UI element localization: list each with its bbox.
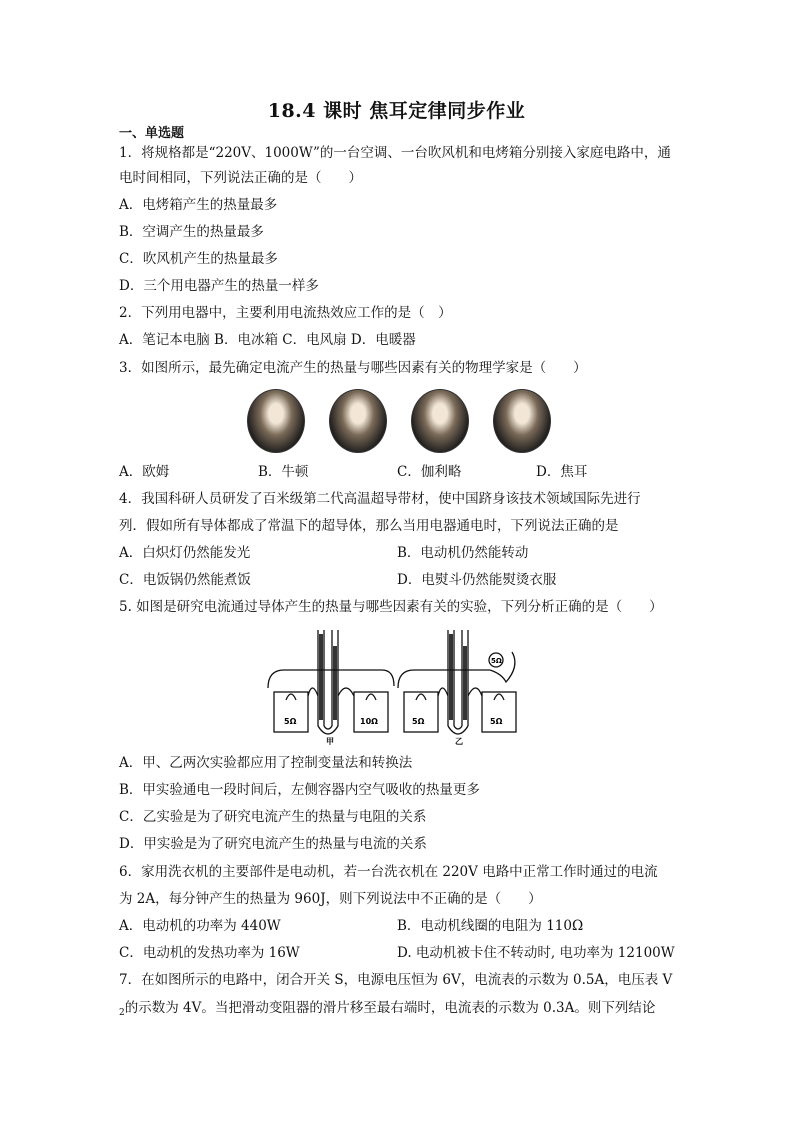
question-7-text: 7．在如图所示的电路中，闭合开关 S，电源电压恒为 6V，电流表的示数为 0.5A，电压表 V <box>119 972 673 988</box>
right-figure-label: 乙 <box>455 737 463 746</box>
question-3-text: 3．如图所示，最先确定电流产生的热量与哪些因素有关的物理学家是（ ） <box>119 360 587 376</box>
question-3-option-c: C．伽利略 <box>397 464 462 480</box>
question-1-option-d: D．三个用电器产生的热量一样多 <box>119 278 319 294</box>
question-4-option-a: A．白炽灯仍然能发光 <box>119 545 251 561</box>
question-4-text-cont: 列．假如所有导体都成了常温下的超导体，那么当用电器通电时，下列说法正确的是 <box>119 518 619 534</box>
question-1-text: 1．将规格都是“220V、1000W”的一台空调、一台吹风机和电烤箱分别接入家庭电路中，通 <box>119 145 671 161</box>
left-figure-label: 甲 <box>326 737 334 746</box>
question-5-option-c: C．乙实验是为了研究电流产生的热量与电阻的关系 <box>119 809 427 825</box>
question-6-option-b: B．电动机线圈的电阻为 110Ω <box>397 918 584 934</box>
page-title: 18.4 课时 焦耳定律同步作业 <box>267 100 526 122</box>
portrait-newton <box>329 389 387 453</box>
voltmeter-subscript: 2 <box>119 1008 125 1018</box>
external-resistor-label: 5Ω <box>491 657 502 665</box>
section-heading: 一、单选题 <box>119 126 185 141</box>
right-resistor-2-label: 5Ω <box>490 717 503 726</box>
question-1-text-cont: 电时间相同，下列说法正确的是（ ） <box>119 170 362 186</box>
question-4-option-c: C．电饭锅仍然能煮饭 <box>119 572 251 588</box>
question-1-option-b: B．空调产生的热量最多 <box>119 224 264 240</box>
question-3-option-a: A．欧姆 <box>119 464 170 480</box>
question-5-text: 5. 如图是研究电流通过导体产生的热量与哪些因素有关的实验，下列分析正确的是（ ） <box>119 599 663 615</box>
question-5-option-a: A．甲、乙两次实验都应用了控制变量法和转换法 <box>119 755 413 771</box>
question-6-text-cont: 为 2A，每分钟产生的热量为 960J，则下列说法中不正确的是（ ） <box>119 891 542 907</box>
question-1-option-c: C．吹风机产生的热量最多 <box>119 251 278 267</box>
question-1-option-a: A．电烤箱产生的热量最多 <box>119 197 278 213</box>
question-2-options: A．笔记本电脑 B．电冰箱 C．电风扇 D．电暖器 <box>119 332 416 348</box>
left-resistor-1-label: 5Ω <box>284 717 297 726</box>
question-6-text: 6．家用洗衣机的主要部件是电动机，若一台洗衣机在 220V 电路中正常工作时通过的电流 <box>119 864 658 880</box>
left-resistor-2-label: 10Ω <box>360 717 378 726</box>
portrait-ohm <box>247 389 305 453</box>
joule-experiment-figure <box>262 626 530 746</box>
question-7-text-cont-body: 的示数为 4V。当把滑动变阻器的滑片移至最右端时，电流表的示数为 0.3A。则下列结论 <box>124 1000 656 1016</box>
question-6-option-a: A．电动机的功率为 440W <box>119 918 281 934</box>
question-4-option-d: D．电熨斗仍然能熨烫衣服 <box>397 572 557 588</box>
portrait-galileo <box>411 389 469 453</box>
question-7-text-cont <box>119 998 655 1023</box>
question-5-option-b: B．甲实验通电一段时间后，左侧容器内空气吸收的热量更多 <box>119 782 480 798</box>
question-3-option-d: D．焦耳 <box>536 464 588 480</box>
right-resistor-1-label: 5Ω <box>412 717 425 726</box>
question-6-option-d: D. 电动机被卡住不转动时, 电功率为 12100W <box>397 945 675 961</box>
portrait-joule <box>493 389 551 453</box>
question-6-option-c: C．电动机的发热功率为 16W <box>119 945 300 961</box>
question-5-option-d: D．甲实验是为了研究电流产生的热量与电流的关系 <box>119 836 427 852</box>
question-3-option-b: B．牛顿 <box>258 464 309 480</box>
question-2-text: 2．下列用电器中，主要利用电流热效应工作的是（ ） <box>119 305 452 321</box>
question-4-text: 4．我国科研人员研发了百米级第二代高温超导带材，使中国跻身该技术领域国际先进行 <box>119 491 641 507</box>
question-4-option-b: B．电动机仍然能转动 <box>397 545 529 561</box>
